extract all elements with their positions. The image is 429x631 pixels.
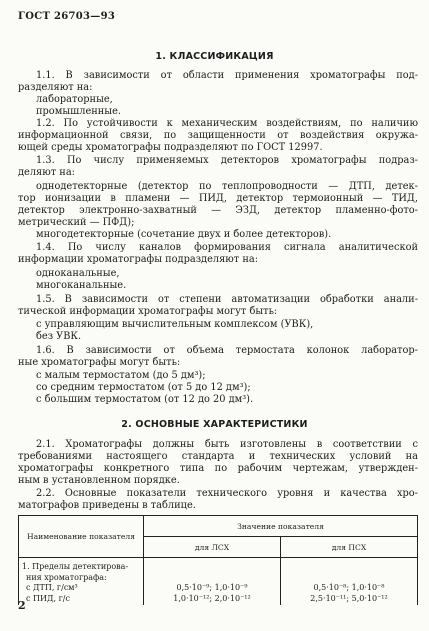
- paragraph-1-3-line-7: многодетекторные (сочетание двух и более детекторов).: [36, 229, 332, 240]
- paragraph-1-3-line-3: однодетекторные (детектор по теплопроводности — ДТП, детек-: [36, 181, 418, 192]
- list-item: с большим термостатом (от 12 до 20 дм³).: [36, 394, 254, 405]
- table-header-name: Наименование показателя: [19, 516, 144, 558]
- list-item: лабораторные,: [36, 94, 113, 105]
- section-2-title: 2. ОСНОВНЫЕ ХАРАКТЕРИСТИКИ: [121, 419, 308, 430]
- paragraph-2-1-line-4: ным в установленном порядке.: [18, 475, 180, 486]
- paragraph-1-3-line-4: тор ионизации в пламени — ПИД, детектор термоионный — ТИД,: [18, 193, 418, 204]
- paragraph-1-3-line-6: метрический — ПФД);: [18, 217, 135, 228]
- paragraph-1-1-line-1: 1.1. В зависимости от области применения хроматографы под-: [36, 70, 418, 81]
- psh-pid-value: 2,5·10⁻¹¹; 5,0·10⁻¹²: [310, 593, 388, 603]
- paragraph-1-2-line-2: информационной связи, по защищенности от воздействия окружа-: [18, 130, 418, 141]
- list-item: без УВК.: [36, 331, 82, 342]
- list-item: со средним термостатом (от 5 до 12 дм³);: [36, 382, 251, 393]
- paragraph-2-2-line-2: матографов приведены в таблице.: [18, 500, 196, 511]
- table-cell-psh: [281, 558, 418, 606]
- paragraph-1-5-line-2: тической информации хроматографы могут быть:: [18, 306, 278, 317]
- table-cell-indicator: [19, 558, 144, 606]
- list-item: с управляющим вычислительным комплексом (УВК),: [36, 319, 314, 330]
- indicators-table: [18, 515, 418, 605]
- paragraph-1-4-line-2: информации хроматографы подразделяют на:: [18, 254, 259, 265]
- paragraph-1-3-line-1: 1.3. По числу применяемых детекторов хроматографы подраз-: [36, 155, 418, 166]
- paragraph-1-6-line-1: 1.6. В зависимости от объема термостата колонок лаборатор-: [36, 345, 418, 356]
- list-item: с малым термостатом (до 5 дм³);: [36, 370, 206, 381]
- list-item: одноканальные,: [36, 268, 120, 279]
- paragraph-1-4-line-1: 1.4. По числу каналов формирования сигнала аналитической: [36, 242, 418, 253]
- table-header-psh: для ПСХ: [281, 537, 418, 558]
- indicator-line: 1. Пределы детектирова-: [22, 562, 129, 571]
- psh-dtp-value: 0,5·10⁻⁸; 1,0·10⁻⁸: [313, 583, 385, 592]
- indicator-line: с ПИД, г/с: [26, 593, 70, 603]
- list-item: промышленные.: [36, 106, 122, 117]
- table-header-lsh: для ЛСХ: [144, 537, 281, 558]
- paragraph-2-1-line-1: 2.1. Хроматографы должны быть изготовлены в соответствии с: [36, 439, 418, 450]
- indicator-line: с ДТП, г/см³: [26, 583, 78, 592]
- paragraph-1-2-line-3: ющей среды хроматографы подразделяют по ГОСТ 12997.: [18, 142, 323, 153]
- table-cell-lsh: [144, 558, 281, 606]
- paragraph-1-6-line-2: ные хроматографы могут быть:: [18, 357, 181, 368]
- paragraph-2-2-line-1: 2.2. Основные показатели технического уровня и качества хро-: [36, 488, 418, 499]
- list-item: многоканальные.: [36, 280, 127, 291]
- paragraph-2-1-line-2: требованиями настоящего стандарта и технических условий на: [18, 451, 418, 462]
- page-number: 2: [18, 599, 26, 612]
- paragraph-2-1-line-3: хроматографы конкретного типа по рабочим чертежам, утвержден-: [18, 463, 418, 474]
- table-row: [19, 558, 418, 606]
- lsh-dtp-value: 0,5·10⁻⁹; 1,0·10⁻⁹: [176, 583, 248, 592]
- lsh-pid-value: 1,0·10⁻¹²; 2,0·10⁻¹²: [173, 593, 251, 603]
- paragraph-1-3-line-2: деляют на:: [18, 167, 75, 178]
- paragraph-1-3-line-5: детектор электронно-захватный — ЭЗД, детектор пламенно-фото-: [18, 205, 418, 216]
- paragraph-1-5-line-1: 1.5. В зависимости от степени автоматизации обработки анали-: [36, 294, 418, 305]
- paragraph-1-2-line-1: 1.2. По устойчивости к механическим воздействиям, по наличию: [36, 118, 418, 129]
- indicator-line: ния хроматографа:: [26, 572, 107, 582]
- paragraph-1-1-line-2: разделяют на:: [18, 82, 93, 93]
- section-1-title: 1. КЛАССИФИКАЦИЯ: [155, 51, 274, 62]
- standard-header: ГОСТ 26703—93: [18, 11, 116, 22]
- table-header-value: Значение показателя: [144, 516, 418, 537]
